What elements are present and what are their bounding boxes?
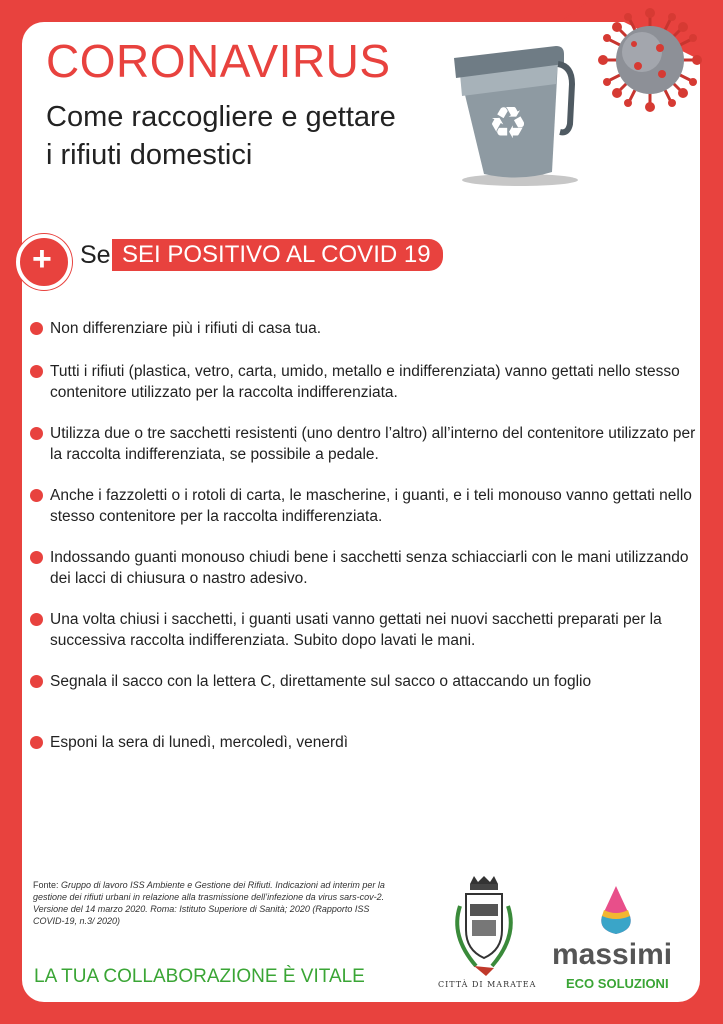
subtitle-line: i rifiuti domestici — [46, 139, 253, 171]
instruction-text: Segnala il sacco con la lettera C, direttamente sul sacco o attaccando un foglio — [50, 673, 592, 690]
brand-name: massimi — [552, 938, 673, 971]
instruction-text: Anche i fazzoletti o i rotoli di carta, le mascherine, i guanti, e i teli monouso vanno gettati nello stesso contenitore per la raccolta indifferenziata. — [50, 487, 692, 525]
city-crest-icon — [446, 876, 522, 980]
bullet-dot-icon — [30, 675, 43, 688]
instruction-list — [30, 318, 700, 753]
positive-badge: SEI POSITIVO AL COVID 19 — [112, 239, 443, 271]
list-item — [30, 609, 700, 651]
list-item — [30, 318, 700, 339]
brand-tagline: ECO SOLUZIONI — [566, 976, 669, 991]
slogan: LA TUA COLLABORAZIONE È VITALE — [34, 966, 365, 987]
page-title: CORONAVIRUS — [46, 35, 391, 87]
instruction-text: Una volta chiusi i sacchetti, i guanti usati vanno gettati nei nuovi sacchetti preparati per la successiva raccolta indifferenziata. Subito dopo lavati le mani. — [50, 611, 662, 649]
subtitle-line: Come raccogliere e gettare — [46, 101, 396, 133]
list-item — [30, 361, 700, 403]
coronavirus-icon — [598, 8, 702, 112]
instruction-text: Utilizza due o tre sacchetti resistenti (uno dentro l’altro) all’interno del contenitore utilizzato per la raccolta indifferenziata, se possibile a pedale. — [50, 425, 696, 463]
bullet-dot-icon — [30, 551, 43, 564]
bullet-dot-icon — [30, 322, 43, 335]
list-item — [30, 732, 700, 753]
list-item — [30, 671, 700, 692]
bullet-dot-icon — [30, 489, 43, 502]
bullet-dot-icon — [30, 736, 43, 749]
source-text: Gruppo di lavoro ISS Ambiente e Gestione dei Rifiuti. Indicazioni ad interim per la gestione dei rifiuti urbani in relazione alla trasmissione dell’infezione da virus sars-cov-2. Versione del 14 marzo 2020. Roma: Istituto Superiore di Sanità; 2020 (Rapporto ISS COVID-19, n.3/ 2020) — [33, 880, 385, 926]
list-item — [30, 423, 700, 465]
svg-text:♻: ♻ — [488, 98, 528, 149]
drop-logo-icon — [598, 886, 634, 936]
recycle-bin-icon — [440, 40, 590, 190]
source-note — [33, 879, 403, 927]
list-item — [30, 485, 700, 527]
page-subtitle — [46, 98, 446, 174]
list-item — [30, 547, 700, 589]
plus-icon: + — [16, 234, 72, 290]
instruction-text: Esponi la sera di lunedì, mercoledì, venerdì — [50, 734, 349, 751]
instruction-text: Indossando guanti monouso chiudi bene i sacchetti senza schiacciarli con le mani utilizzando dei lacci di chiusura o nastro adesivo. — [50, 549, 689, 587]
badge-prefix: Se — [80, 241, 111, 269]
bullet-dot-icon — [30, 427, 43, 440]
bullet-dot-icon — [30, 365, 43, 378]
instruction-text: Tutti i rifiuti (plastica, vetro, carta, umido, metallo e indifferenziata) vanno gettati nello stesso contenitore utilizzato per la raccolta indifferenziata. — [50, 363, 680, 401]
source-label: Fonte: — [33, 880, 59, 890]
bullet-dot-icon — [30, 613, 43, 626]
instruction-text: Non differenziare più i rifiuti di casa tua. — [50, 320, 322, 337]
city-name: CITTÀ DI MARATEA — [438, 980, 537, 989]
